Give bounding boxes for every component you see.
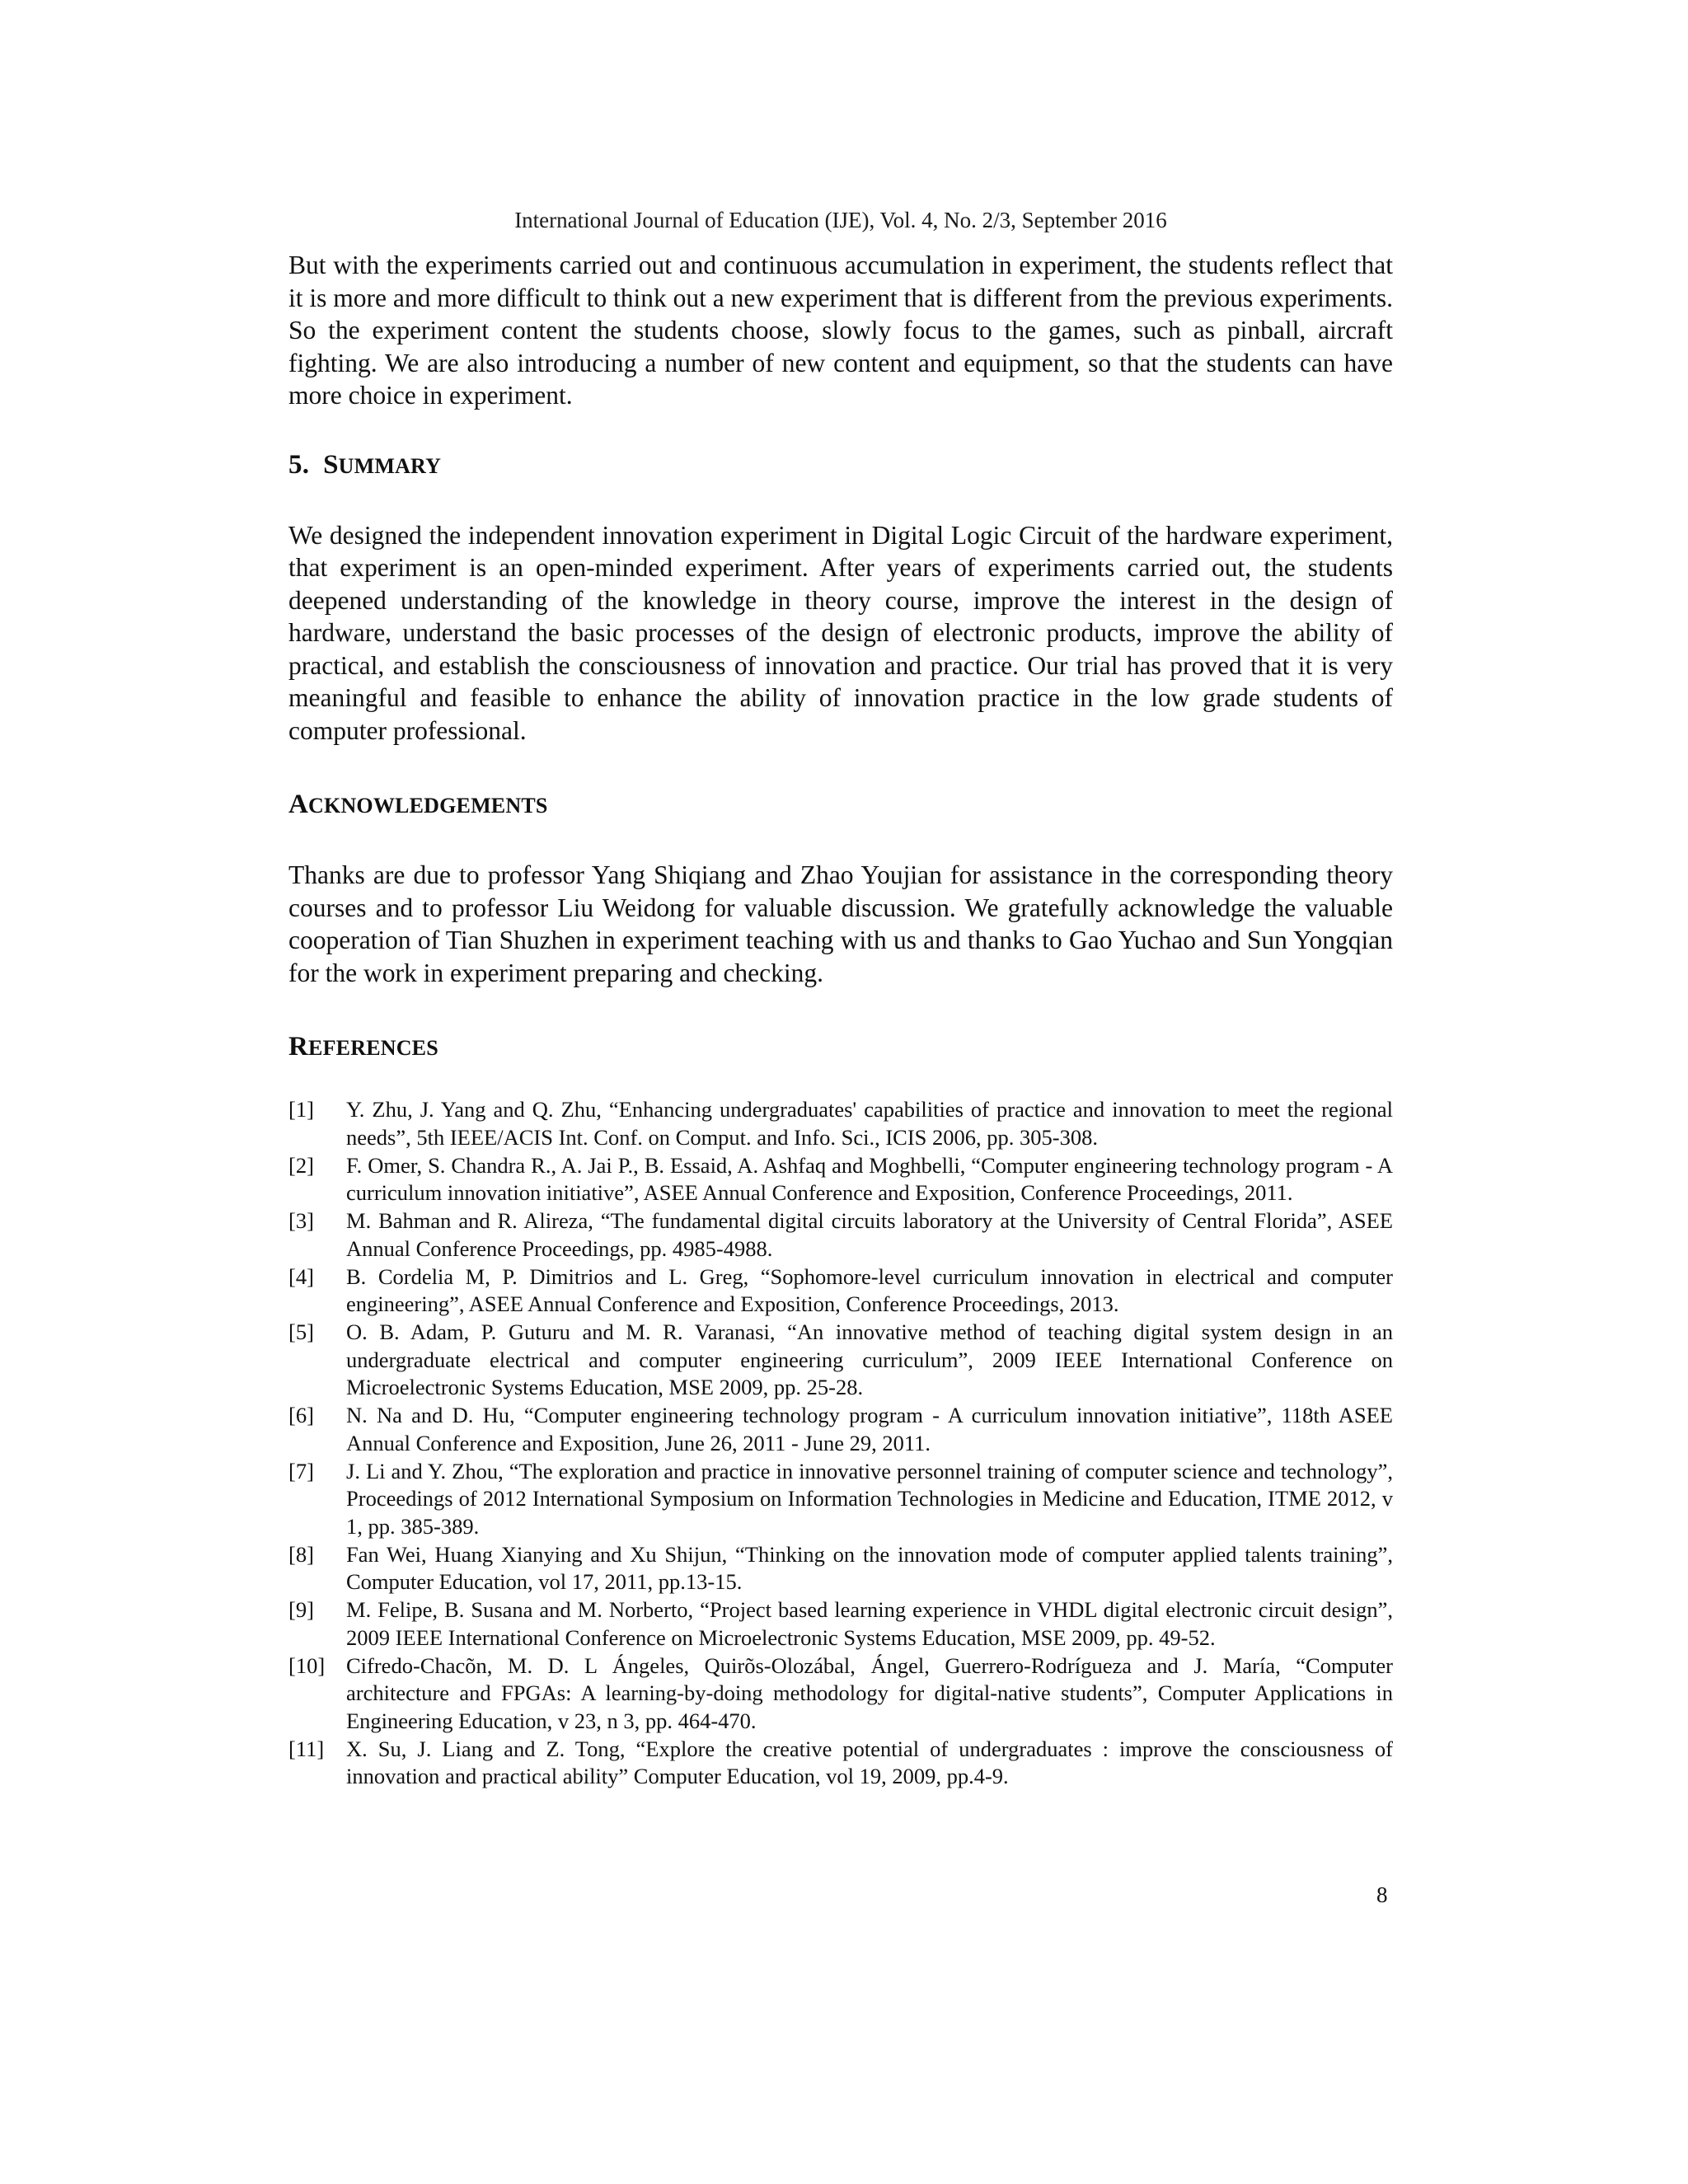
reference-number: [5] bbox=[288, 1319, 314, 1344]
section-heading-references bbox=[288, 1030, 1393, 1065]
reference-number: [2] bbox=[288, 1152, 314, 1178]
reference-text: Cifredo-Chacõn, M. D. L Ángeles, Quirõs-Olozábal, Ángel, Guerrero-Rodrígueza and J. María, “Computer architecture and FPGAs: A learning-by-doing methodology for digital-native students”, Computer Applications in Engineering Education, v 23, n 3, pp. 464-470. bbox=[346, 1652, 1393, 1733]
heading-rest: UMMARY bbox=[338, 453, 442, 478]
running-header: International Journal of Education (IJE), Vol. 4, No. 2/3, September 2016 bbox=[514, 208, 1167, 232]
reference-number: [3] bbox=[288, 1208, 314, 1233]
reference-text: B. Cordelia M, P. Dimitrios and L. Greg, “Sophomore-level curriculum innovation in electrical and computer engineering”, ASEE Annual Conference and Exposition, Conference Proceedings, 2013. bbox=[346, 1263, 1393, 1316]
reference-text: X. Su, J. Liang and Z. Tong, “Explore the creative potential of undergraduates : improve the consciousness of innovation and practical ability” Computer Education, vol 19, 2009, pp.4-9. bbox=[346, 1736, 1393, 1788]
reference-item bbox=[288, 1207, 1393, 1263]
intro-paragraph: But with the experiments carried out and continuous accumulation in experiment, the students reflect that it is more and more difficult to think out a new experiment that is different from the previous experiments. So the experiment content the students choose, slowly focus to the games, such as pinball, aircraft fighting. We are also introducing a number of new content and equipment, so that the students can have more choice in experiment. bbox=[288, 251, 1393, 410]
acknowledgements-paragraph: Thanks are due to professor Yang Shiqiang and Zhao Youjian for assistance in the corresponding theory courses and to professor Liu Weidong for valuable discussion. We gratefully acknowledge the valuable cooperation of Tian Shuzhen in experiment teaching with us and thanks to Gao Yuchao and Sun Yongqian for the work in experiment preparing and checking. bbox=[288, 860, 1393, 987]
reference-number: [8] bbox=[288, 1541, 314, 1567]
summary-paragraph: We designed the independent innovation experiment in Digital Logic Circuit of the hardware experiment, that experiment is an open-minded experiment. After years of experiments carried out, the students deepened understanding of the knowledge in theory course, improve the interest in the design of hardware, understand the basic processes of the design of electronic products, improve the ability of practical, and establish the consciousness of innovation and practice. Our trial has proved that it is very meaningful and feasible to enhance the ability of innovation practice in the low grade students of computer professional. bbox=[288, 520, 1393, 745]
reference-text: Fan Wei, Huang Xianying and Xu Shijun, “Thinking on the innovation mode of computer applied talents training”, Computer Education, vol 17, 2011, pp.13-15. bbox=[346, 1541, 1393, 1594]
reference-text: Y. Zhu, J. Yang and Q. Zhu, “Enhancing undergraduates' capabilities of practice and innovation to meet the regional needs”, 5th IEEE/ACIS Int. Conf. on Comput. and Info. Sci., ICIS 2006, pp. 305-308. bbox=[346, 1097, 1393, 1150]
reference-item bbox=[288, 1402, 1393, 1457]
reference-item bbox=[288, 1152, 1393, 1207]
reference-text: M. Felipe, B. Susana and M. Norberto, “Project based learning experience in VHDL digital electronic circuit design”, 2009 IEEE International Conference on Microelectronic Systems Education, MSE 2009, pp. 49-52. bbox=[346, 1597, 1393, 1650]
reference-number: [11] bbox=[288, 1736, 325, 1761]
reference-number: [1] bbox=[288, 1097, 314, 1122]
reference-item bbox=[288, 1596, 1393, 1652]
reference-item bbox=[288, 1096, 1393, 1151]
reference-item bbox=[288, 1263, 1393, 1319]
reference-list bbox=[288, 1096, 1393, 1791]
reference-item bbox=[288, 1541, 1393, 1596]
reference-text: O. B. Adam, P. Guturu and M. R. Varanasi, “An innovative method of teaching digital system design in an undergraduate electrical and computer engineering curriculum”, 2009 IEEE International Conference on Microelectronic Systems Education, MSE 2009, pp. 25-28. bbox=[346, 1319, 1393, 1399]
reference-item bbox=[288, 1458, 1393, 1541]
reference-text: F. Omer, S. Chandra R., A. Jai P., B. Essaid, A. Ashfaq and Moghbelli, “Computer engineering technology program - A curriculum innovation initiative”, ASEE Annual Conference and Exposition, Conference Proceedings, 2011. bbox=[346, 1152, 1393, 1205]
paper-page bbox=[288, 206, 1393, 1791]
reference-text: J. Li and Y. Zhou, “The exploration and practice in innovative personnel training of computer science and technology”, Proceedings of 2012 International Symposium on Information Technologies in Medicine and Education, ITME 2012, v 1, pp. 385-389. bbox=[346, 1458, 1393, 1539]
page-number: 8 bbox=[1376, 1882, 1388, 1907]
heading-rest: EFERENCES bbox=[308, 1036, 438, 1060]
reference-text: N. Na and D. Hu, “Computer engineering technology program - A curriculum innovation initiative”, 118th ASEE Annual Conference and Exposition, June 26, 2011 - June 29, 2011. bbox=[346, 1403, 1393, 1455]
reference-number: [10] bbox=[288, 1652, 326, 1678]
section-heading-summary bbox=[288, 448, 1393, 483]
reference-text: M. Bahman and R. Alireza, “The fundamental digital circuits laboratory at the University of Central Florida”, ASEE Annual Conference Proceedings, pp. 4985-4988. bbox=[346, 1208, 1393, 1261]
reference-number: [4] bbox=[288, 1263, 314, 1289]
heading-initial: A bbox=[288, 790, 309, 819]
section-heading-acknowledgements bbox=[288, 788, 1393, 823]
reference-number: [7] bbox=[288, 1458, 314, 1483]
heading-rest: CKNOWLEDGEMENTS bbox=[308, 794, 548, 818]
heading-initial: S bbox=[323, 449, 339, 480]
heading-initial: R bbox=[288, 1032, 309, 1062]
reference-item bbox=[288, 1319, 1393, 1402]
reference-number: [6] bbox=[288, 1403, 314, 1427]
reference-item bbox=[288, 1736, 1393, 1791]
reference-number: [9] bbox=[288, 1597, 314, 1622]
reference-item bbox=[288, 1652, 1393, 1736]
section-number: 5. bbox=[288, 449, 310, 480]
